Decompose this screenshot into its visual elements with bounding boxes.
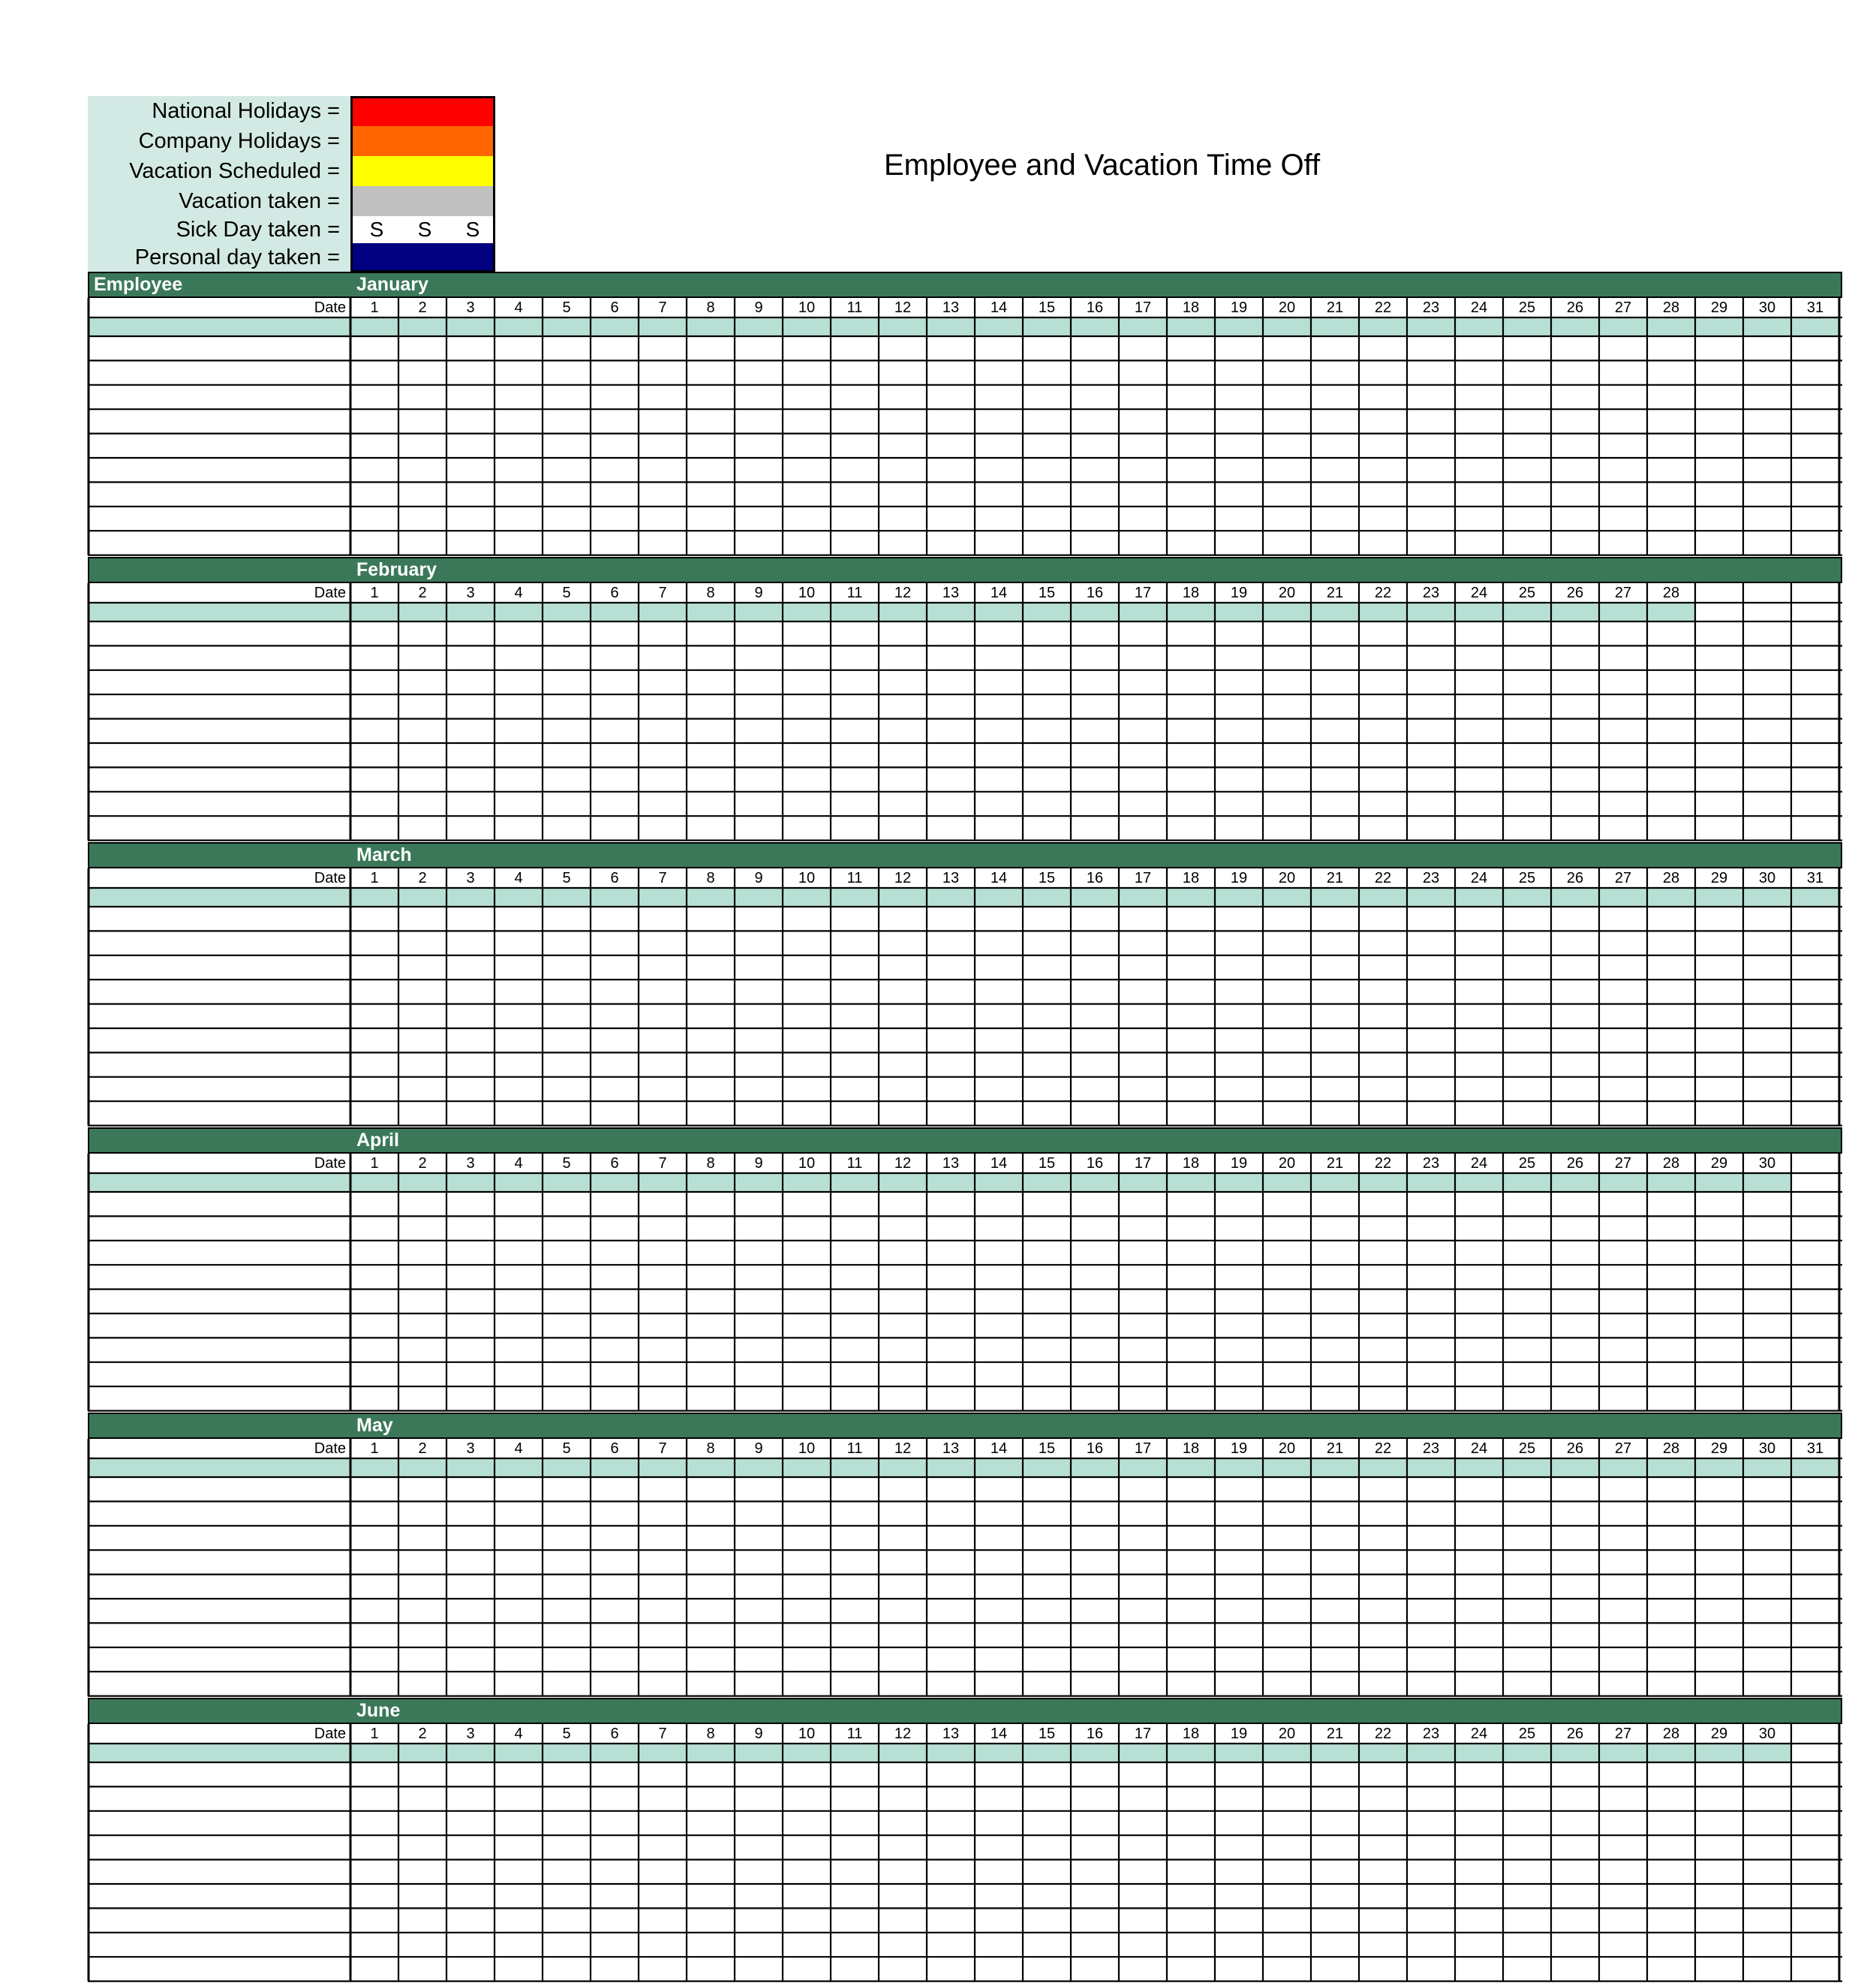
- day-number: 5: [562, 1440, 571, 1457]
- date-row: [88, 1439, 1842, 1458]
- day-number: 15: [1038, 1726, 1056, 1742]
- day-number: 4: [514, 299, 523, 316]
- day-number: 4: [514, 585, 523, 601]
- shaded-row: [88, 603, 1695, 621]
- day-number: 28: [1662, 1726, 1680, 1742]
- month-header-bar: [88, 842, 1842, 868]
- legend-label: Company Holidays =: [88, 126, 350, 156]
- day-number: 18: [1182, 870, 1200, 886]
- month-block: [88, 1127, 1842, 1413]
- day-number: 20: [1278, 870, 1296, 886]
- day-number: 24: [1470, 1155, 1488, 1172]
- day-number: 3: [466, 870, 475, 886]
- day-number: 29: [1710, 1440, 1728, 1457]
- day-number: 10: [798, 1726, 816, 1742]
- day-number: 30: [1758, 299, 1776, 316]
- day-number: 25: [1518, 1440, 1536, 1457]
- day-number: 5: [562, 870, 571, 886]
- day-number: 7: [658, 299, 667, 316]
- day-number: 4: [514, 870, 523, 886]
- day-number: 21: [1326, 1726, 1344, 1742]
- day-number: 1: [370, 1155, 379, 1172]
- day-number: 15: [1038, 1440, 1056, 1457]
- day-number: 27: [1614, 1155, 1632, 1172]
- day-number: 14: [990, 870, 1008, 886]
- day-number: 4: [514, 1440, 523, 1457]
- day-number: 20: [1278, 1440, 1296, 1457]
- month-block: [88, 557, 1842, 842]
- day-number: 26: [1566, 299, 1584, 316]
- month-block: [88, 1413, 1842, 1698]
- calendar-grid: [88, 272, 1842, 1983]
- month-block: [88, 1698, 1842, 1983]
- date-label: Date: [314, 1726, 346, 1742]
- day-number: 9: [754, 870, 763, 886]
- month-name: January: [356, 274, 428, 295]
- day-number: 3: [466, 1440, 475, 1457]
- month-block: [88, 272, 1842, 557]
- day-number: 14: [990, 1726, 1008, 1742]
- shaded-row: [88, 1744, 1791, 1762]
- day-number: 30: [1758, 870, 1776, 886]
- day-number: 6: [610, 870, 619, 886]
- day-number: 25: [1518, 299, 1536, 316]
- month-name: June: [356, 1700, 401, 1721]
- day-number: 13: [942, 1726, 960, 1742]
- legend-label: Personal day taken =: [88, 243, 350, 272]
- day-number: 12: [894, 1440, 912, 1457]
- day-number: 5: [562, 1155, 571, 1172]
- legend-row: [88, 96, 495, 126]
- day-number: 30: [1758, 1440, 1776, 1457]
- day-number: 25: [1518, 870, 1536, 886]
- day-number: 21: [1326, 870, 1344, 886]
- day-number: 15: [1038, 585, 1056, 601]
- date-row: [88, 1724, 1842, 1744]
- date-row: [88, 868, 1842, 888]
- day-number: 28: [1662, 1440, 1680, 1457]
- day-number: 1: [370, 1440, 379, 1457]
- day-number: 22: [1374, 870, 1392, 886]
- day-number: 13: [942, 870, 960, 886]
- date-row: [88, 583, 1842, 603]
- day-number: 9: [754, 1726, 763, 1742]
- day-number: 8: [706, 585, 715, 601]
- day-number: 27: [1614, 585, 1632, 601]
- day-number: 7: [658, 1726, 667, 1742]
- day-number: 26: [1566, 1440, 1584, 1457]
- day-number: 16: [1086, 1726, 1104, 1742]
- day-number: 3: [466, 299, 475, 316]
- day-number: 2: [418, 1440, 427, 1457]
- day-number: 11: [846, 585, 863, 601]
- day-number: 16: [1086, 585, 1104, 601]
- day-number: 16: [1086, 870, 1104, 886]
- day-number: 7: [658, 870, 667, 886]
- day-number: 20: [1278, 299, 1296, 316]
- month-header-bar: [88, 1413, 1842, 1439]
- legend-label: National Holidays =: [88, 96, 350, 126]
- day-number: 22: [1374, 1726, 1392, 1742]
- day-number: 10: [798, 1440, 816, 1457]
- day-number: 19: [1230, 1155, 1248, 1172]
- date-row: [88, 1154, 1842, 1173]
- legend-swatch: [350, 126, 495, 156]
- day-number: 6: [610, 1440, 619, 1457]
- day-number: 2: [418, 1155, 427, 1172]
- day-number: 24: [1470, 1726, 1488, 1742]
- day-number: 31: [1806, 299, 1824, 316]
- day-number: 5: [562, 299, 571, 316]
- day-number: 25: [1518, 585, 1536, 601]
- legend-label: Vacation taken =: [88, 186, 350, 216]
- day-number: 24: [1470, 870, 1488, 886]
- day-number: 8: [706, 1155, 715, 1172]
- day-number: 16: [1086, 1440, 1104, 1457]
- day-number: 28: [1662, 585, 1680, 601]
- day-number: 7: [658, 585, 667, 601]
- day-number: 7: [658, 1440, 667, 1457]
- day-number: 6: [610, 1155, 619, 1172]
- day-number: 25: [1518, 1155, 1536, 1172]
- day-number: 1: [370, 299, 379, 316]
- day-number: 22: [1374, 299, 1392, 316]
- day-number: 14: [990, 585, 1008, 601]
- day-number: 1: [370, 1726, 379, 1742]
- day-number: 27: [1614, 1440, 1632, 1457]
- month-block: [88, 842, 1842, 1127]
- day-number: 17: [1134, 870, 1152, 886]
- day-number: 20: [1278, 585, 1296, 601]
- day-number: 3: [466, 1155, 475, 1172]
- day-number: 23: [1422, 870, 1440, 886]
- day-number: 8: [706, 299, 715, 316]
- day-number: 2: [418, 1726, 427, 1742]
- day-number: 9: [754, 299, 763, 316]
- day-number: 8: [706, 1440, 715, 1457]
- day-number: 26: [1566, 585, 1584, 601]
- day-number: 15: [1038, 299, 1056, 316]
- day-number: 31: [1806, 1440, 1824, 1457]
- day-number: 30: [1758, 1726, 1776, 1742]
- day-number: 7: [658, 1155, 667, 1172]
- day-number: 18: [1182, 1155, 1200, 1172]
- month-header-bar: [88, 557, 1842, 583]
- day-number: 10: [798, 585, 816, 601]
- day-number: 26: [1566, 1155, 1584, 1172]
- legend-label: Vacation Scheduled =: [88, 156, 350, 186]
- day-number: 17: [1134, 1155, 1152, 1172]
- day-number: 11: [846, 870, 863, 886]
- day-number: 18: [1182, 1726, 1200, 1742]
- day-number: 20: [1278, 1155, 1296, 1172]
- day-number: 24: [1470, 299, 1488, 316]
- day-number: 5: [562, 1726, 571, 1742]
- day-number: 22: [1374, 585, 1392, 601]
- day-number: 17: [1134, 585, 1152, 601]
- legend-swatch: [350, 216, 495, 243]
- day-number: 24: [1470, 585, 1488, 601]
- day-number: 19: [1230, 299, 1248, 316]
- day-number: 28: [1662, 1155, 1680, 1172]
- day-number: 14: [990, 299, 1008, 316]
- day-number: 1: [370, 870, 379, 886]
- month-name: March: [356, 844, 412, 865]
- day-number: 27: [1614, 299, 1632, 316]
- month-header-bar: [88, 1127, 1842, 1154]
- day-number: 28: [1662, 299, 1680, 316]
- day-number: 10: [798, 1155, 816, 1172]
- date-label: Date: [314, 1440, 346, 1457]
- day-number: 24: [1470, 1440, 1488, 1457]
- month-header-bar: [88, 272, 1842, 298]
- date-label: Date: [314, 299, 346, 316]
- day-number: 21: [1326, 585, 1344, 601]
- day-number: 19: [1230, 870, 1248, 886]
- shaded-row: [88, 1173, 1791, 1192]
- day-number: 16: [1086, 299, 1104, 316]
- day-number: 17: [1134, 299, 1152, 316]
- day-number: 27: [1614, 870, 1632, 886]
- day-number: 21: [1326, 1155, 1344, 1172]
- day-number: 14: [990, 1155, 1008, 1172]
- day-number: 11: [846, 1440, 863, 1457]
- day-number: 11: [846, 1726, 863, 1742]
- day-number: 2: [418, 870, 427, 886]
- day-number: 23: [1422, 1440, 1440, 1457]
- day-number: 10: [798, 299, 816, 316]
- legend-swatch: [350, 96, 495, 126]
- day-number: 18: [1182, 585, 1200, 601]
- day-number: 18: [1182, 1440, 1200, 1457]
- day-number: 3: [466, 1726, 475, 1742]
- day-number: 13: [942, 1440, 960, 1457]
- day-number: 2: [418, 585, 427, 601]
- day-number: 23: [1422, 299, 1440, 316]
- day-number: 23: [1422, 1726, 1440, 1742]
- day-number: 13: [942, 585, 960, 601]
- day-number: 11: [846, 1155, 863, 1172]
- day-number: 8: [706, 870, 715, 886]
- day-number: 21: [1326, 1440, 1344, 1457]
- date-row: [88, 298, 1842, 317]
- day-number: 17: [1134, 1726, 1152, 1742]
- day-number: 31: [1806, 870, 1824, 886]
- day-number: 5: [562, 585, 571, 601]
- sick-day-mark: S: [417, 218, 432, 241]
- day-number: 12: [894, 585, 912, 601]
- legend-row: [88, 243, 495, 272]
- day-number: 11: [846, 299, 863, 316]
- day-number: 6: [610, 299, 619, 316]
- day-number: 6: [610, 585, 619, 601]
- day-number: 29: [1710, 1726, 1728, 1742]
- month-name: May: [356, 1415, 393, 1436]
- legend-row: [88, 186, 495, 216]
- day-number: 22: [1374, 1155, 1392, 1172]
- day-number: 12: [894, 299, 912, 316]
- day-number: 29: [1710, 870, 1728, 886]
- day-number: 22: [1374, 1440, 1392, 1457]
- day-number: 15: [1038, 1155, 1056, 1172]
- day-number: 12: [894, 1726, 912, 1742]
- legend-swatch: [350, 186, 495, 216]
- day-number: 20: [1278, 1726, 1296, 1742]
- day-number: 9: [754, 1440, 763, 1457]
- month-name: February: [356, 559, 437, 580]
- legend-label: Sick Day taken =: [88, 216, 350, 243]
- legend: [88, 96, 495, 272]
- legend-row: [88, 216, 495, 243]
- day-number: 29: [1710, 1155, 1728, 1172]
- day-number: 4: [514, 1155, 523, 1172]
- employee-column-header: Employee: [94, 274, 183, 295]
- day-number: 6: [610, 1726, 619, 1742]
- day-number: 18: [1182, 299, 1200, 316]
- day-number: 23: [1422, 585, 1440, 601]
- legend-row: [88, 156, 495, 186]
- sick-day-mark: S: [465, 218, 480, 241]
- day-number: 26: [1566, 1726, 1584, 1742]
- day-number: 28: [1662, 870, 1680, 886]
- day-number: 8: [706, 1726, 715, 1742]
- date-label: Date: [314, 870, 346, 886]
- legend-swatch: [350, 243, 495, 272]
- day-number: 14: [990, 1440, 1008, 1457]
- day-number: 27: [1614, 1726, 1632, 1742]
- legend-row: [88, 126, 495, 156]
- day-number: 19: [1230, 1726, 1248, 1742]
- day-number: 19: [1230, 1440, 1248, 1457]
- month-header-bar: [88, 1698, 1842, 1724]
- day-number: 15: [1038, 870, 1056, 886]
- day-number: 25: [1518, 1726, 1536, 1742]
- day-number: 1: [370, 585, 379, 601]
- day-number: 2: [418, 299, 427, 316]
- day-number: 4: [514, 1726, 523, 1742]
- month-name: April: [356, 1130, 399, 1151]
- date-label: Date: [314, 585, 346, 601]
- day-number: 29: [1710, 299, 1728, 316]
- day-number: 13: [942, 1155, 960, 1172]
- day-number: 23: [1422, 1155, 1440, 1172]
- day-number: 9: [754, 1155, 763, 1172]
- day-number: 12: [894, 1155, 912, 1172]
- day-number: 17: [1134, 1440, 1152, 1457]
- day-number: 16: [1086, 1155, 1104, 1172]
- day-number: 3: [466, 585, 475, 601]
- date-label: Date: [314, 1155, 346, 1172]
- day-number: 10: [798, 870, 816, 886]
- day-number: 26: [1566, 870, 1584, 886]
- day-number: 30: [1758, 1155, 1776, 1172]
- day-number: 12: [894, 870, 912, 886]
- legend-swatch: [350, 156, 495, 186]
- day-number: 21: [1326, 299, 1344, 316]
- sick-day-mark: S: [369, 218, 384, 241]
- day-number: 13: [942, 299, 960, 316]
- page-title: Employee and Vacation Time Off: [884, 149, 1321, 182]
- day-number: 19: [1230, 585, 1248, 601]
- day-number: 9: [754, 585, 763, 601]
